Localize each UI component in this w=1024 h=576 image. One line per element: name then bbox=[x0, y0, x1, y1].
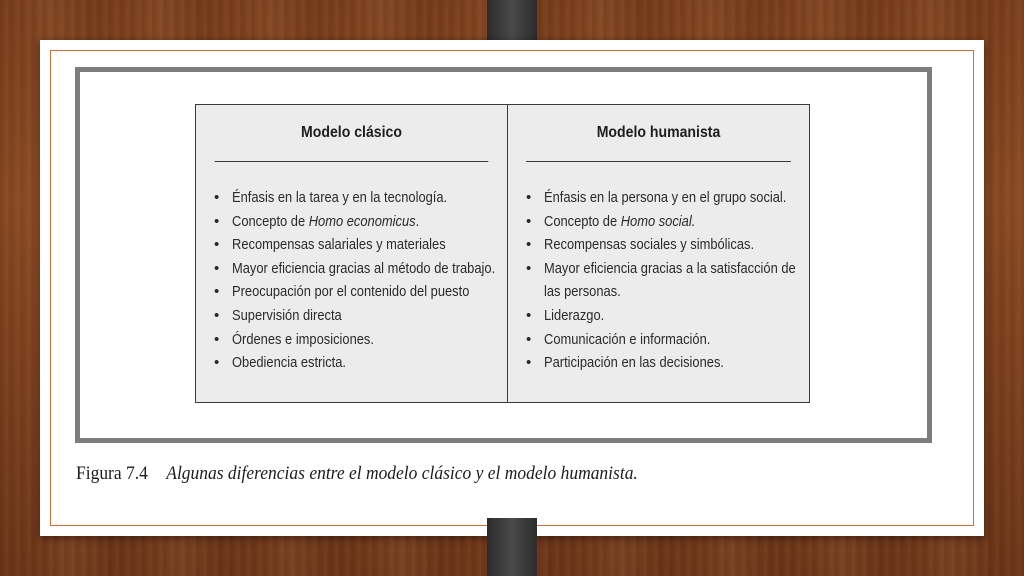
list-item-text: Concepto de Homo economicus. bbox=[232, 212, 420, 230]
figure-caption bbox=[76, 463, 638, 485]
list-item-text: Participación en las decisiones. bbox=[544, 354, 724, 372]
list-item-text: Órdenes e imposiciones. bbox=[232, 330, 374, 348]
comparison-table bbox=[195, 104, 810, 403]
list-item-text: Énfasis en la persona y en el grupo social. bbox=[544, 189, 787, 206]
bullet-list-clasico bbox=[214, 186, 507, 375]
figure-frame bbox=[75, 67, 932, 443]
list-item-text: Concepto de Homo social. bbox=[544, 212, 696, 230]
column-header-humanista: Modelo humanista bbox=[526, 105, 791, 162]
binder-clip-bottom bbox=[487, 518, 537, 576]
list-item bbox=[526, 351, 809, 375]
list-item bbox=[214, 351, 507, 375]
list-item bbox=[214, 304, 507, 328]
bullet-list-humanista bbox=[526, 186, 809, 375]
list-item bbox=[526, 210, 809, 234]
list-item-text: Recompensas sociales y simbólicas. bbox=[544, 236, 755, 254]
list-item bbox=[526, 257, 809, 304]
list-item-text: Énfasis en la tarea y en la tecnología. bbox=[232, 189, 448, 206]
list-item bbox=[526, 233, 809, 257]
column-body-clasico bbox=[196, 162, 507, 375]
column-body-humanista bbox=[508, 162, 809, 375]
caption-label: Figura 7.4 bbox=[76, 463, 148, 484]
list-item-text: Comunicación e información. bbox=[544, 330, 711, 348]
list-item-text: Obediencia estricta. bbox=[232, 354, 347, 372]
column-modelo-clasico bbox=[196, 105, 508, 402]
list-item bbox=[214, 186, 507, 210]
list-item-text: Mayor eficiencia gracias a la satisfacción de las personas. bbox=[544, 259, 796, 301]
list-item-text: Mayor eficiencia gracias al método de trabajo. bbox=[232, 259, 496, 277]
list-item bbox=[526, 304, 809, 328]
list-item bbox=[214, 257, 507, 281]
list-item-text: Liderazgo. bbox=[544, 306, 605, 324]
list-item bbox=[214, 210, 507, 234]
list-item bbox=[214, 280, 507, 304]
list-item-text: Supervisión directa bbox=[232, 306, 342, 324]
list-item bbox=[214, 233, 507, 257]
list-item-text: Recompensas salariales y materiales bbox=[232, 236, 446, 254]
slide-card bbox=[40, 40, 984, 536]
list-item-text: Preocupación por el contenido del puesto bbox=[232, 283, 470, 301]
list-item bbox=[214, 328, 507, 352]
column-modelo-humanista bbox=[508, 105, 809, 402]
list-item bbox=[526, 186, 809, 210]
caption-text: Algunas diferencias entre el modelo clásico y el modelo humanista. bbox=[166, 463, 638, 484]
column-header-clasico: Modelo clásico bbox=[215, 105, 489, 162]
list-item bbox=[526, 328, 809, 352]
